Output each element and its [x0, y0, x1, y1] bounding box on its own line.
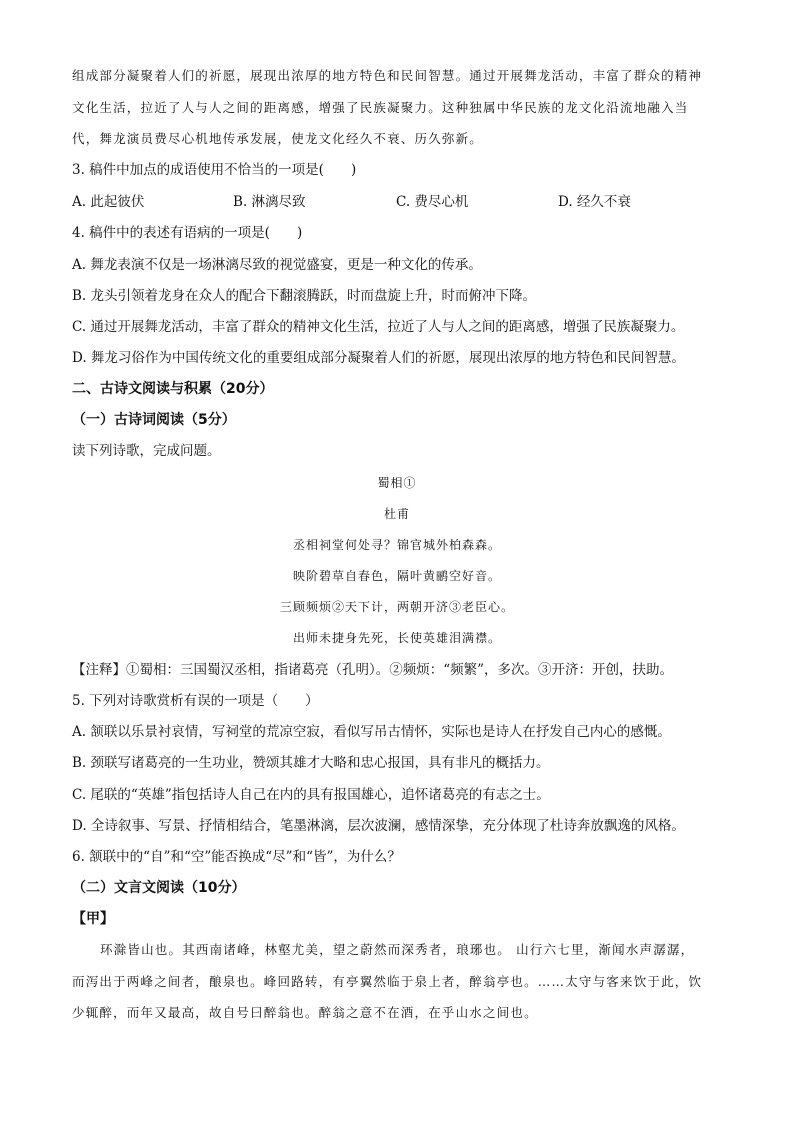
q3-option-a: A. 此起彼伏 — [72, 194, 145, 210]
q4-stem: 4. 稿件中的表述有语病的一项是( ) — [72, 225, 303, 241]
instruction: 读下列诗歌，完成问题。 — [72, 443, 221, 459]
jia-label: 【甲】 — [72, 911, 114, 927]
poem-line-4: 出师未捷身先死，长使英雄泪满襟。 — [292, 631, 501, 645]
q3-stem: 3. 稿件中加点的成语使用不恰当的一项是( ) — [72, 162, 357, 178]
section2-title: 二、古诗文阅读与积累（20分） — [72, 381, 274, 397]
jia-line-1: 环滁皆山也。其西南诸峰，林壑尤美，望之蔚然而深秀者，琅琊也。 山行六七里，渐闻水声潺潺， — [100, 942, 695, 957]
q4-option-c: C. 通过开展舞龙活动，丰富了群众的精神文化生活，拉近了人与人之间的距离感，增强了民族凝聚力。 — [72, 319, 685, 335]
q3-option-c: C. 费尽心机 — [396, 194, 469, 210]
q6-stem: 6. 颔联中的“自”和“空”能否换成“尽”和“皆”，为什么？ — [72, 849, 401, 865]
q5-stem: 5. 下列对诗歌赏析有误的一项是（ ） — [72, 693, 319, 709]
q3-option-d: D. 经久不衰 — [558, 194, 631, 210]
intro-line-1: 组成部分凝聚着人们的祈愿，展现出浓厚的地方特色和民间智慧。通过开展舞龙活动，丰富了群众的精神 — [72, 68, 703, 83]
q5-option-d: D. 全诗叙事、写景、抒情相结合，笔墨淋漓，层次波澜，感情深挚，充分体现了杜诗奔放飘逸的风格。 — [72, 818, 685, 834]
q4-option-d: D. 舞龙习俗作为中国传统文化的重要组成部分凝聚着人们的祈愿，展现出浓厚的地方特色和民间智慧。 — [72, 350, 685, 366]
sub2-title: （二）文言文阅读（10分） — [72, 880, 246, 896]
poem-title: 蜀相① — [377, 476, 417, 490]
q5-option-a: A. 颔联以乐景衬哀情，写祠堂的荒凉空寂，看似写吊古情怀，实际也是诗人在抒发自己内心的感慨。 — [72, 724, 671, 740]
q4-option-a: A. 舞龙表演不仅是一场淋漓尽致的视觉盛宴，更是一种文化的传承。 — [72, 257, 482, 273]
intro-line-2: 文化生活，拉近了人与人之间的距离感，增强了民族凝聚力。这种独属中华民族的龙文化沿流地融入当 — [72, 100, 689, 115]
sub1-title: （一）古诗词阅读（5分） — [72, 412, 236, 428]
poem-line-2: 映阶碧草自春色，隔叶黄鹂空好音。 — [292, 569, 501, 583]
q5-option-b: B. 颈联写诸葛亮的一生功业，赞颂其雄才大略和忠心报国，具有非凡的概括力。 — [72, 755, 550, 771]
jia-line-3: 少辄醉，而年又最高，故自号曰醉翁也。醉翁之意不在酒，在乎山水之间也。 — [72, 1005, 538, 1020]
intro-line-3: 代，舞龙演员费尽心机地传承发展，使龙文化经久不衰、历久弥新。 — [72, 131, 484, 146]
poem-author: 杜甫 — [383, 507, 410, 521]
poem-line-1: 丞相祠堂何处寻？锦官城外柏森森。 — [292, 538, 501, 552]
poem-note: 【注释】①蜀相：三国蜀汉丞相，指诸葛亮（孔明）。②频烦：“频繁”，多次。③开济：开创，扶助。 — [72, 662, 674, 678]
jia-line-2: 而泻出于两峰之间者，酿泉也。峰回路转，有亭翼然临于泉上者，醉翁亭也。……太守与客来饮于此，饮 — [72, 974, 703, 989]
q3-option-b: B. 淋漓尽致 — [233, 194, 306, 210]
poem-line-3: 三顾频烦②天下计，两朝开济③老臣心。 — [279, 600, 514, 614]
q5-option-c: C. 尾联的“英雄”指包括诗人自己在内的具有报国雄心，追怀诸葛亮的有志之士。 — [72, 787, 550, 803]
q4-option-b: B. 龙头引领着龙身在众人的配合下翻滚腾跃，时而盘旋上升，时而俯冲下降。 — [72, 288, 537, 304]
